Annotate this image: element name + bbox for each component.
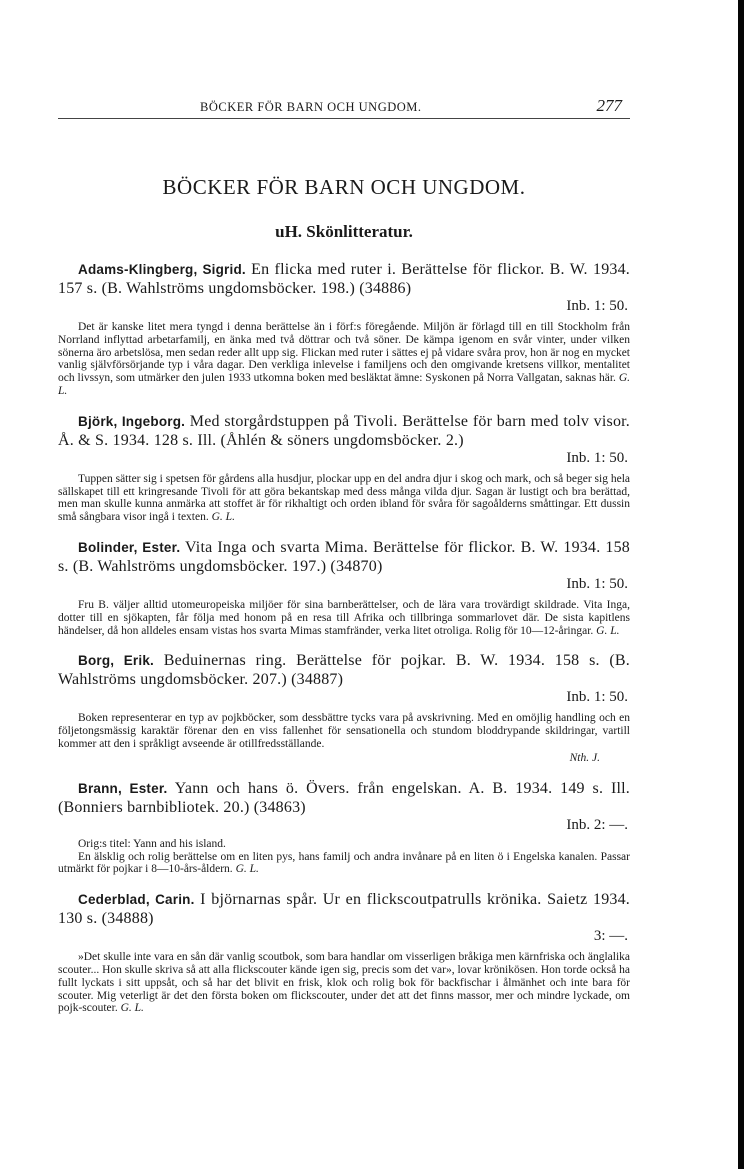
entry-signature: G. L. [211, 511, 235, 524]
entry-price: 3: —. [593, 928, 628, 945]
entry-signature: G. L. [120, 1002, 144, 1015]
entry-bibliographic-text: En flicka med ruter i. Berättelse för flickor. B. W. 1934. 157 s. (B. Wahlströms ungdomsböcker. 198.) (34886) [58, 261, 630, 297]
entry-price: Inb. 1: 50. [566, 449, 628, 466]
page-edge [738, 0, 744, 1169]
running-head-title: BÖCKER FÖR BARN OCH UNGDOM. [200, 100, 422, 114]
entry-signature: Nth. J. [569, 751, 600, 764]
book-entry [58, 412, 630, 524]
book-entry [58, 538, 630, 637]
entry-review [58, 951, 630, 1015]
entry-review [58, 321, 630, 398]
entry-original-title: Orig:s titel: Yann and his island. [78, 837, 226, 850]
book-entry [58, 779, 630, 876]
entry-review [58, 712, 630, 750]
entry-bibliographic-text: Med storgårdstuppen på Tivoli. Berättelse för barn med tolv visor. Å. & S. 1934. 128 s. Ill. (Åhlén & söners ungdomsböcker. 2.) [58, 412, 630, 449]
entry-heading [58, 779, 630, 817]
entry-heading [58, 260, 630, 298]
entry-review-text: En älsklig och rolig berättelse om en liten pys, hans familj och andra invånare på en liten ö i Engelska kanalen. Passar utmärkt för pojkar i 8—10-års-åldern. [58, 850, 630, 876]
entry-author: Björk, Ingeborg. [78, 413, 186, 429]
entry-signature: G. L. [58, 372, 630, 397]
book-page [58, 96, 630, 1015]
entry-review [58, 473, 630, 524]
entry-review [58, 599, 630, 637]
entry-review-text: Tuppen sätter sig i spetsen för gårdens alla husdjur, plockar upp en del andra djur i skog och mark, och så beger sig hela sällskapet till ett kringresande Tivoli för att göra bekantskap med dess många vilda djur. Sagan är lustigt och bra berättad, men man skulle kunna anmärka att stoffet är för rikhaltigt och orden ibland för svåra för sagoålderns småttingar. Ett dussin små sångbara visor ingå i texten. [58, 472, 630, 524]
entry-bibliographic-text: I björnarnas spår. Ur en flickscoutpatrulls krönika. Saietz 1934. 130 s. (34888) [58, 891, 630, 928]
entry-heading [58, 651, 630, 689]
page-number: 277 [596, 96, 622, 115]
entry-review-text: »Det skulle inte vara en sån där vanlig scoutbok, som bara handlar om visserligen bråkiga men kärnfriska och änglalika scouter... Hon skulle skriva så att alla flickscouter kände igen sig, precis som det var», lovar krönikösen. Hon torde också ha fullt lyckats i sitt uppsåt, och så har det blivit en frisk, klok och rolig bok för backfischar i ålmänhet och inte bara för scouter. Mig veterligt är det den första boken om flickscouter, under det att det finns massor, mer och mindre lyckade, om pojk-scouter. [58, 951, 630, 1015]
entry-bibliographic-text: Yann och hans ö. Övers. från engelskan. A. B. 1934. 149 s. Ill. (Bonniers barnbibliotek. 20.) (34863) [58, 779, 631, 816]
entry-author: Bolinder, Ester. [78, 539, 181, 555]
entry-review-text: Fru B. väljer alltid utomeuropeiska miljöer för sina barnberättelser, och de lära vara trovärdigt skildrade. Vita Inga, dotter till en sjökapten, får följa med honom på en resa till Afrika och tillbringa sommarlovet där. De sista kapitlens händelser, då hon alldeles ensam vistas hos svarta Mimas stamfränder, verka litet otroliga. Rolig för 10—12-åringar. [58, 598, 630, 637]
entry-author: Brann, Ester. [78, 780, 168, 796]
book-entry [58, 651, 630, 764]
entry-author: Cederblad, Carin. [78, 892, 195, 908]
entry-heading [58, 890, 630, 928]
entry-review-text: Det är kanske litet mera tyngd i denna berättelse än i förf:s föregående. Miljön är förlagd till en till Stockholm från Norrland inflyttad arbetarfamilj, en änka med två döttrar och två söner. De kämpa igenom en svår vinter, under vilken sönerna äro arbetslösa, men sedan reder allt upp sig. Flickan med ruter i sättes ej på vidare svåra prov, hon är nog en mycket vanlig självförsörjande typ i våra dagar. Den verkliga inlevelse i familjens och den omgivande kretsens villkor, mentalitet och livssyn, som utmärker den julen 1933 utkomna boken med besläktat ämne: Syskonen på Norra Vallgatan, saknas här. [58, 321, 630, 385]
book-entry [58, 260, 630, 398]
running-head [58, 96, 630, 119]
entry-bibliographic-text: Beduinernas ring. Berättelse för pojkar. B. W. 1934. 158 s. (B. Wahlströms ungdomsböcker. 207.) (34887) [58, 652, 631, 689]
entry-author: Borg, Erik. [78, 653, 154, 669]
book-entry [58, 890, 630, 1015]
entry-price: Inb. 1: 50. [566, 575, 628, 592]
entry-signature: G. L. [596, 624, 620, 637]
entry-author: Adams-Klingberg, Sigrid. [78, 262, 246, 277]
section-title: uH. Skönlitteratur. [275, 222, 413, 241]
entry-review [58, 851, 630, 877]
entry-signature: G. L. [235, 863, 259, 876]
entry-review-text: Boken representerar en typ av pojkböcker, som dessbättre tycks vara på avskrivning. Med en omöjlig handling och en följetongsmässig karaktär förenar den en viss fallenhet för sensationella och stundom bloddrypande skildringar, vartill kommer att den i språkligt avseende är otillfredsställande. [58, 712, 630, 750]
entry-heading [58, 412, 630, 450]
entry-heading [58, 538, 630, 576]
entry-price: Inb. 1: 50. [566, 298, 628, 314]
page-title: BÖCKER FÖR BARN OCH UNGDOM. [162, 175, 526, 199]
entry-price: Inb. 2: —. [566, 816, 628, 833]
entry-bibliographic-text: Vita Inga och svarta Mima. Berättelse för flickor. B. W. 1934. 158 s. (B. Wahlströms ungdomsböcker. 197.) (34870) [58, 538, 630, 575]
entry-price: Inb. 1: 50. [566, 689, 628, 706]
